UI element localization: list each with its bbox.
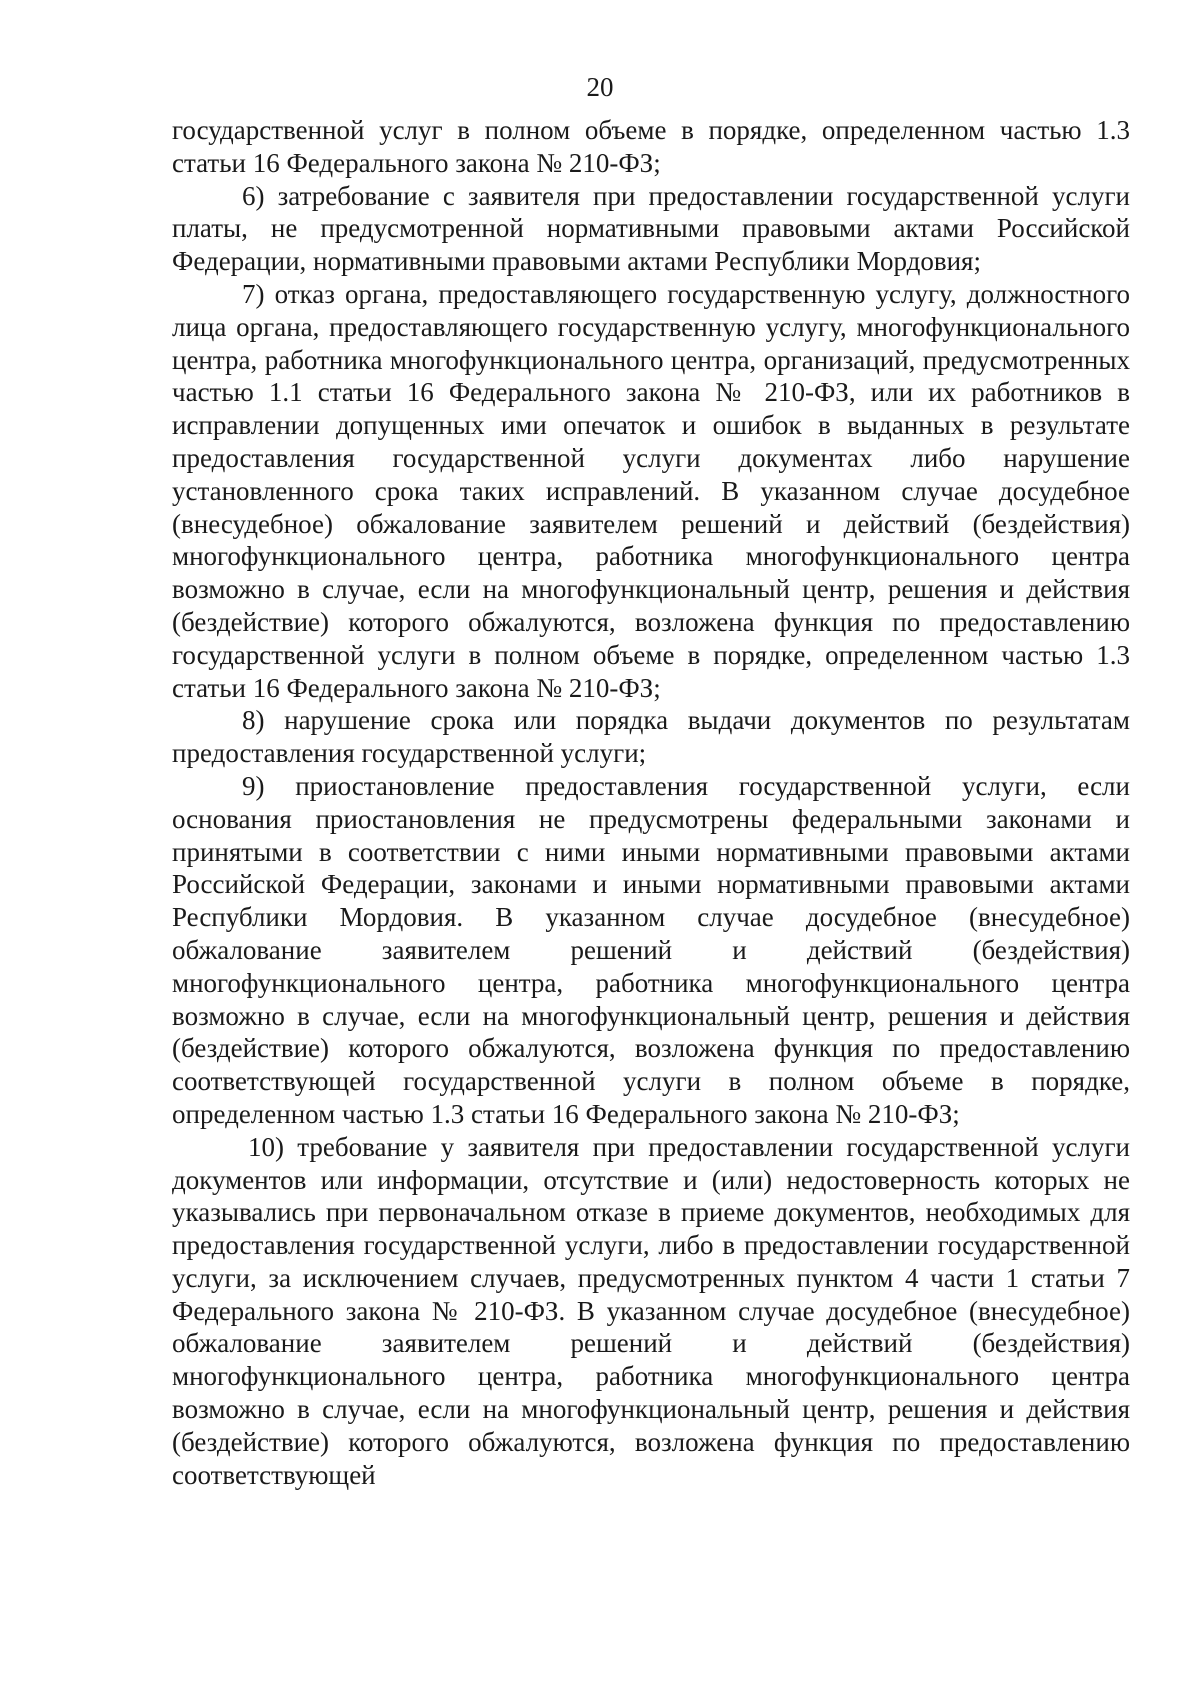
paragraph-item-6: 6) затребование с заявителя при предоставлении государственной услуги платы, не предусмотренной нормативными правовыми актами Российской Федерации, нормативными правовыми актами Республики Мордовия;: [172, 180, 1130, 277]
page-number: 20: [586, 72, 614, 102]
paragraph-item-10: 10) требование у заявителя при предоставлении государственной услуги документов или информации, отсутствие и (или) недостоверность которых не указывались при первоначальном отказе в приеме документов, необходимых для предоставления государственной услуги, либо в предоставлении государственной услуги, за исключением случаев, предусмотренных пунктом 4 части 1 статьи 7 Федерального закона № 210-ФЗ. В указанном случае досудебное (внесудебное) обжалование заявителем решений и действий (бездействия) многофункционального центра, работника многофункционального центра возможно в случае, если на многофункциональный центр, решения и действия (бездействие) которого обжалуются, возложена функция по предоставлению соответствующей: [172, 1131, 1130, 1490]
document-body: [172, 114, 1130, 1491]
paragraph-item-7: 7) отказ органа, предоставляющего государственную услугу, должностного лица органа, предоставляющего государственную услугу, многофункционального центра, работника многофункционального центра, организаций, предусмотренных частью 1.1 статьи 16 Федерального закона № 210-ФЗ, или их работников в исправлении допущенных ими опечаток и ошибок в выданных в результате предоставления государственной услуги документах либо нарушение установленного срока таких исправлений. В указанном случае досудебное (внесудебное) обжалование заявителем решений и действий (бездействия) многофункционального центра, работника многофункционального центра возможно в случае, если на многофункциональный центр, решения и действия (бездействие) которого обжалуются, возложена функция по предоставлению государственной услуги в полном объеме в порядке, определенном частью 1.3 статьи 16 Федерального закона № 210-ФЗ;: [172, 278, 1130, 703]
paragraph-item-8: 8) нарушение срока или порядка выдачи документов по результатам предоставления государственной услуги;: [172, 705, 1130, 769]
paragraph-continuation: государственной услуг в полном объеме в порядке, определенном частью 1.3 статьи 16 Федерального закона № 210-ФЗ;: [172, 115, 1130, 178]
paragraph-item-9: 9) приостановление предоставления государственной услуги, если основания приостановления не предусмотрены федеральными законами и принятыми в соответствии с ними иными нормативными правовыми актами Российской Федерации, законами и иными нормативными правовыми актами Республики Мордовия. В указанном случае досудебное (внесудебное) обжалование заявителем решений и действий (бездействия) многофункционального центра, работника многофункционального центра возможно в случае, если на многофункциональный центр, решения и действия (бездействие) которого обжалуются, возложена функция по предоставлению соответствующей государственной услуги в полном объеме в порядке, определенном частью 1.3 статьи 16 Федерального закона № 210-ФЗ;: [172, 770, 1130, 1129]
